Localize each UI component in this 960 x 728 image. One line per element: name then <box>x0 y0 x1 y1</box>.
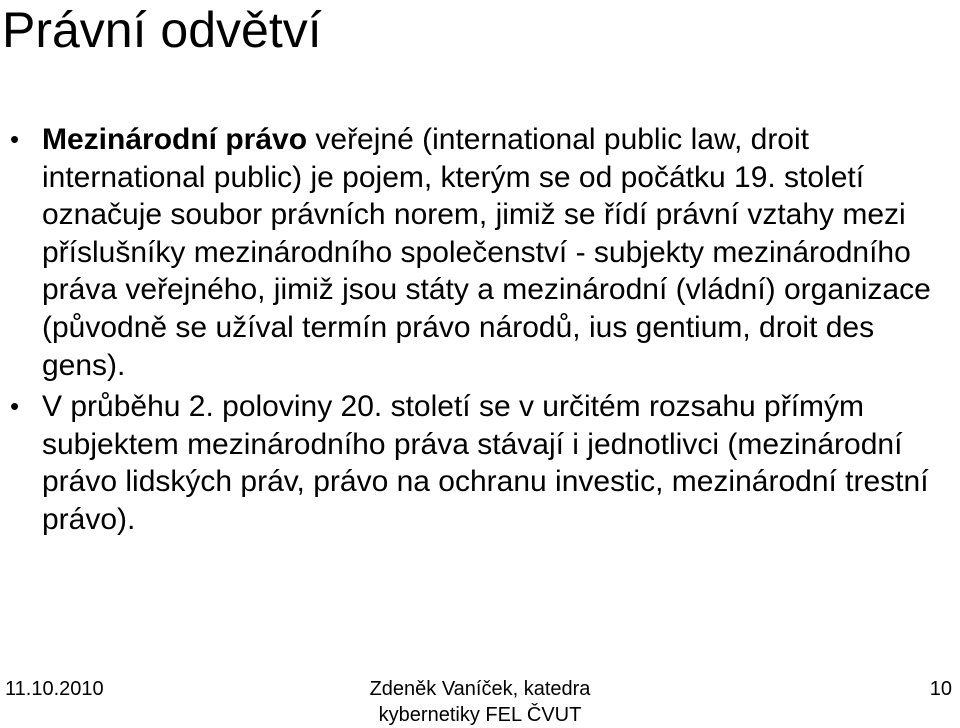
footer-author-line2: kybernetiky FEL ČVUT <box>378 704 582 726</box>
bullet-text: veřejné (international public law, droit international public) je pojem, kterým se od počátku 19. století označuje soubor právních norem, jimiž se řídí právní vztahy mezi příslušníky mezinárodního společenství - subjekty mezinárodního práva veřejného, jimiž jsou státy a mezinárodní (vládní) organizace (původně se užíval termín právo národů, ius gentium, droit des gens). <box>42 123 931 382</box>
bullet-item-individuals <box>8 388 943 538</box>
bullet-icon: • <box>10 391 20 422</box>
slide-title: Právní odvětví <box>2 2 322 58</box>
footer-author-line1: Zdeněk Vaníček, katedra <box>369 678 591 700</box>
footer-date: 11.10.2010 <box>5 678 104 700</box>
bullet-term: Mezinárodní právo <box>42 123 308 156</box>
bullet-icon: • <box>10 124 20 154</box>
footer-author <box>330 676 630 728</box>
bullet-item-international-law <box>8 121 943 384</box>
bullet-list <box>8 121 943 543</box>
page-number: 10 <box>929 678 952 700</box>
bullet-text: V průběhu 2. poloviny 20. století se v určitém rozsahu přímým subjektem mezinárodního práva stávají i jednotlivci (mezinárodní právo lidských práv, právo na ochranu investic, mezinárodní trestní právo). <box>42 390 929 536</box>
